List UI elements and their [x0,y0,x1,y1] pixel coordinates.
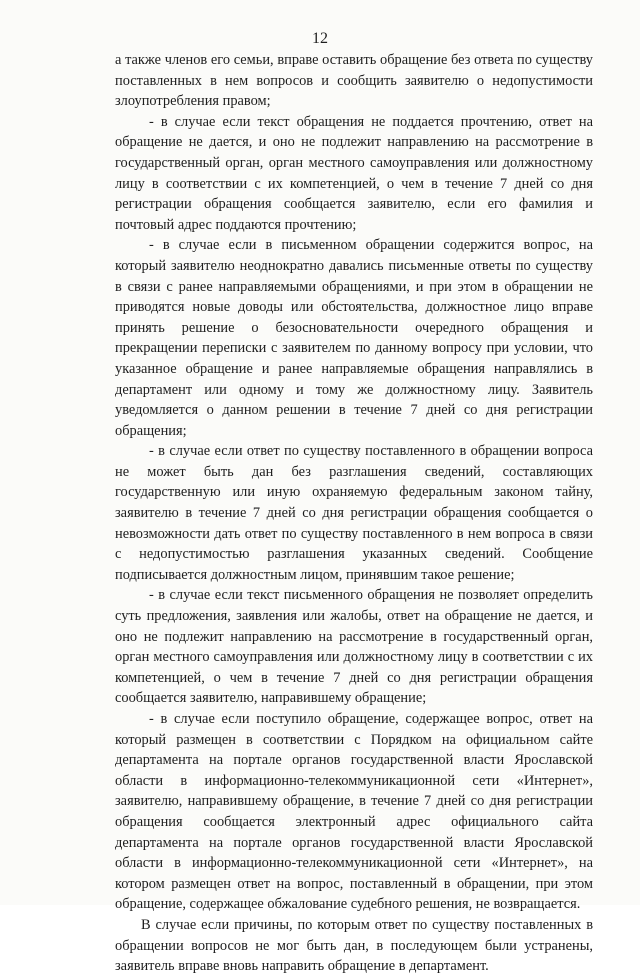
paragraph-3: - в случае если в письменном обращении содержится вопрос, на который заявителю неоднократно давались письменные ответы по существу в связи с ранее направляемыми обращениями, и при этом в обращении не приводятся новые доводы или обстоятельства, должностное лицо вправе принять решение о безосновательности очередного обращения и прекращении переписки с заявителем по данному вопросу при условии, что указанное обращение и ранее направляемые обращения направлялись в департамент или одному и тому же должностному лицу. Заявитель уведомляется о данном решении в течение 7 дней со дня регистрации обращения; [115,237,593,439]
paragraph-4: - в случае если ответ по существу поставленного в обращении вопроса не может быть дан без разглашения сведений, составляющих государственную или иную охраняемую федеральным законом тайну, заявителю в течение 7 дней со дня регистрации обращения сообщается о невозможности дать ответ по существу поставленного в нем вопроса в связи с недопустимостью разглашения указанных сведений. Сообщение подписывается должностным лицом, принявшим такое решение; [115,443,593,583]
paragraph-2: - в случае если текст обращения не поддается прочтению, ответ на обращение не дается, и оно не подлежит направлению на рассмотрение в государственный орган, орган местного самоуправления или должностному лицу в соответствии с их компетенцией, о чем в течение 7 дней со дня регистрации обращения сообщается заявителю, если его фамилия и почтовый адрес поддаются прочтению; [115,113,593,233]
paragraph-1: а также членов его семьи, вправе оставить обращение без ответа по существу поставленных в нем вопросов и сообщить заявителю о недопустимости злоупотребления правом; [115,52,593,110]
paragraph-7: В случае если причины, по которым ответ по существу поставленных в обращении вопросов не мог быть дан, в последующем были устранены, заявитель вправе вновь направить обращение в департамент. [115,916,593,975]
paragraph-6: - в случае если поступило обращение, содержащее вопрос, ответ на который размещен в соответствии с Порядком на официальном сайте департамента на портале органов государственной власти Ярославской области в информационно-телекоммуникационной сети «Интернет», заявителю, направившему обращение, в течение 7 дней со дня регистрации обращения сообщается электронный адрес официального сайта департамента на портале органов государственной власти Ярославской области в информационно-телекоммуникационной сети «Интернет», на котором размещен ответ на вопрос, поставленный в обращении, при этом обращение, содержащее обжалование судебного решения, не возвращается. [115,711,593,913]
paragraph-5: - в случае если текст письменного обращения не позволяет определить суть предложения, заявления или жалобы, ответ на обращение не дается, и оно не подлежит направлению на рассмотрение в государственный орган, орган местного самоуправления или должностному лицу в соответствии с их компетенцией, о чем в течение 7 дней со дня регистрации обращения сообщается заявителю, направившему обращение; [115,587,593,707]
page-number: 12 [312,30,328,47]
document-body [115,50,593,977]
